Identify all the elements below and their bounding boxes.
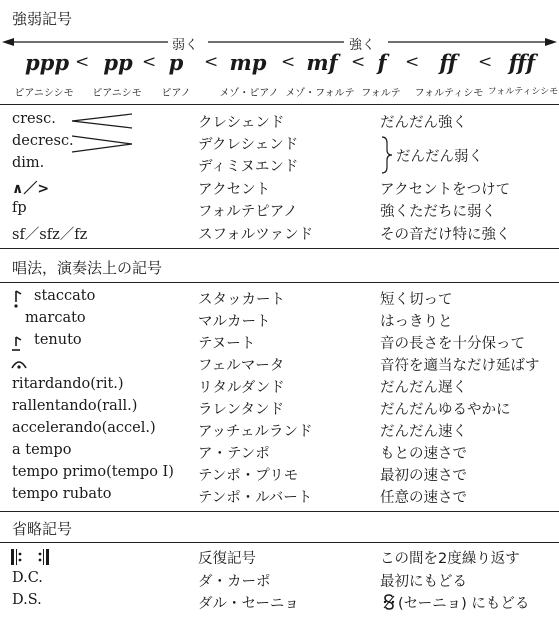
term: dim. (12, 155, 45, 171)
term: staccato (34, 288, 96, 304)
crescendo-hairpin-icon (72, 114, 132, 128)
reading: アクセント (198, 182, 271, 198)
term: D.C. (12, 570, 43, 586)
table-row (0, 442, 559, 463)
divider-5 (0, 542, 559, 543)
table-row (0, 332, 559, 353)
section-title-articulation: 唱法，演奏法上の記号 (12, 259, 163, 277)
dynamic-mf: mf (306, 50, 338, 75)
table-row (0, 376, 559, 397)
meaning: 任意の速さで (380, 490, 467, 506)
dynamic-reading-fff: フォルティシシモ (487, 87, 559, 97)
table-row (0, 547, 559, 568)
term: D.S. (12, 592, 42, 608)
reading: ラレンタンド (198, 402, 285, 418)
reading: アッチェルランド (198, 424, 313, 440)
meaning: この間を2度繰り返す (380, 551, 520, 567)
meaning: 短く切って (380, 292, 453, 308)
arrow-right-head (545, 38, 557, 46)
dynamic-fff: fff (508, 50, 536, 75)
tenuto-note-icon (10, 333, 26, 353)
term: rallentando(rall.) (12, 398, 138, 414)
table-row (0, 288, 559, 309)
less-than-7: < (478, 52, 493, 72)
dynamic-ff: ff (439, 50, 457, 75)
dynamic-p: p (168, 50, 184, 75)
less-than-3: < (204, 52, 219, 72)
reading: デクレシェンド (198, 137, 299, 153)
reading: クレシェンド (198, 115, 285, 131)
section-title-abbreviations: 省略記号 (12, 520, 73, 538)
term: cresc. (12, 111, 56, 127)
segno-icon (382, 594, 396, 610)
term: tempo rubato (12, 486, 112, 502)
dynamic-reading-p: ピアノ (161, 88, 191, 99)
decrescendo-hairpin-icon (72, 136, 132, 152)
section-title-dynamics: 強弱記号 (12, 10, 73, 28)
dynamic-reading-f: フォルテ (361, 88, 401, 99)
dynamic-pp: pp (103, 50, 133, 75)
meaning: はっきりと (380, 314, 453, 330)
divider-1 (0, 104, 559, 105)
table-row (0, 310, 559, 331)
divider-2 (0, 248, 559, 249)
table-row (0, 464, 559, 485)
divider-4 (0, 511, 559, 512)
dynamics-arrow (0, 34, 559, 50)
reading: 反復記号 (198, 551, 256, 567)
dynamic-reading-pp: ピアニシモ (92, 88, 142, 99)
reading: ダ・カーポ (198, 574, 271, 590)
meaning: 最初にもどる (380, 574, 467, 590)
brace-icon (380, 136, 394, 174)
repeat-end-icon (39, 549, 49, 565)
fermata-icon (10, 358, 28, 370)
meaning: 最初の速さで (380, 468, 467, 484)
table-row (0, 420, 559, 441)
weak-label: 弱く (172, 38, 199, 53)
meaning: だんだんゆるやかに (380, 402, 511, 418)
table-row (0, 570, 559, 591)
table-row (0, 486, 559, 507)
reading: スタッカート (198, 292, 285, 308)
strong-label: 強く (349, 38, 376, 53)
term: ∧／> (12, 181, 50, 197)
term: ritardando(rit.) (12, 376, 124, 392)
dynamic-reading-mp: メゾ・ピアノ (219, 88, 279, 99)
term: marcato (25, 310, 86, 326)
hairpin-icons (70, 112, 134, 156)
reading: リタルダンド (198, 380, 285, 396)
less-than-1: < (75, 52, 90, 72)
term: decresc. (12, 133, 74, 149)
table-row (0, 178, 559, 199)
meaning: 強くただちに弱く (380, 204, 496, 220)
term: tenuto (34, 332, 82, 348)
meaning: 音符を適当なだけ延ばす (380, 358, 540, 374)
table-row (0, 592, 559, 613)
reading: マルカート (198, 314, 271, 330)
meaning: その音だけ特に強く (380, 227, 511, 243)
term: tempo primo(tempo I) (12, 464, 174, 480)
table-row (0, 354, 559, 375)
dynamic-ppp: ppp (24, 50, 70, 75)
table-row (0, 200, 559, 221)
term: sf／sfz／fz (12, 227, 88, 243)
less-than-2: < (142, 52, 157, 72)
meaning: アクセントをつけて (380, 182, 511, 198)
repeat-sign-icon (10, 548, 52, 566)
reading: スフォルツァンド (198, 227, 314, 243)
less-than-5: < (351, 52, 366, 72)
reading: ダル・セーニョ (198, 596, 299, 612)
term: fp (12, 200, 27, 216)
reading: テンポ・プリモ (198, 468, 299, 484)
reading: ディミヌエンド (198, 159, 299, 175)
reading: フォルテピアノ (198, 204, 298, 220)
brace-meaning: だんだん弱く (396, 149, 483, 165)
dynamic-reading-ppp: ピアニシシモ (14, 88, 74, 99)
dynamic-reading-mf: メゾ・フォルテ (285, 88, 355, 99)
meaning: だんだん速く (380, 424, 467, 440)
dynamic-mp: mp (229, 50, 267, 75)
reading: テヌート (198, 336, 256, 352)
divider-3 (0, 282, 559, 283)
term: accelerando(accel.) (12, 420, 156, 436)
reading: テンポ・ルバート (198, 490, 313, 506)
table-row (0, 223, 559, 244)
dynamic-f: f (377, 50, 387, 75)
staccato-note-icon (10, 290, 26, 308)
dynamic-reading-ff: フォルティシモ (414, 88, 484, 99)
reading: フェルマータ (198, 358, 285, 374)
less-than-6: < (405, 52, 420, 72)
meaning: 音の長さを十分保って (380, 336, 525, 352)
less-than-4: < (281, 52, 296, 72)
meaning: もとの速さで (380, 446, 467, 462)
table-row (0, 398, 559, 419)
meaning: だんだん遅く (380, 380, 467, 396)
meaning: (セーニョ) にもどる (398, 596, 530, 612)
meaning: だんだん強く (380, 115, 467, 131)
repeat-start-icon (11, 549, 21, 565)
term: a tempo (12, 442, 72, 458)
reading: ア・テンポ (198, 446, 270, 462)
